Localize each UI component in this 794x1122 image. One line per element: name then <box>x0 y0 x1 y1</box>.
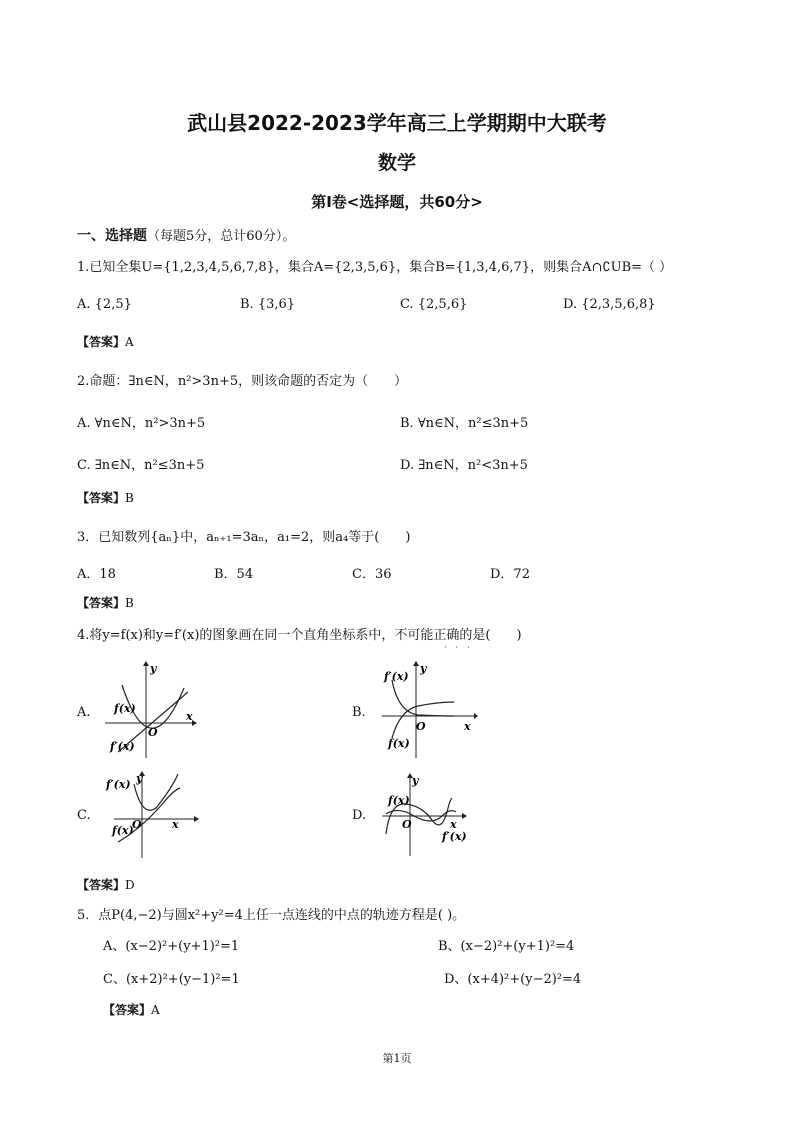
origin-label: O <box>132 818 142 831</box>
q5-option-d: D、(x+4)²+(y−2)²=4 <box>444 972 582 987</box>
origin-label: O <box>148 726 158 739</box>
axis-label-y: y <box>136 772 143 785</box>
origin-label: O <box>416 720 426 733</box>
axis-label-x: x <box>450 818 457 831</box>
question-4-stem: 4.将y=f(x)和y=f′(x)的图象画在同一个直角坐标系中，不可能正确的是( ) <box>77 628 522 643</box>
q4-option-c-label: C. <box>77 808 91 823</box>
graph-d <box>376 772 476 862</box>
curve-label-f: f(x) <box>112 824 134 837</box>
q4-option-a-label: A. <box>77 705 91 720</box>
q2-option-b: B. ∀n∈N，n²≤3n+5 <box>400 416 529 431</box>
axis-label-y: y <box>420 662 427 675</box>
emphasis-dots: ··· <box>444 643 479 652</box>
question-5-stem: 5．点P(4,−2)与圆x²+y²=4上任一点连线的中点的轨迹方程是( )。 <box>77 908 466 923</box>
axis-label-x: x <box>172 818 179 831</box>
axis-label-x: x <box>464 720 471 733</box>
curve-label-fprime: f′(x) <box>442 830 467 843</box>
question-3-stem: 3．已知数列{aₙ}中，aₙ₊₁=3aₙ，a₁=2，则a₄等于( ) <box>77 530 411 545</box>
q2-option-c: C. ∃n∈N，n²≤3n+5 <box>77 458 205 473</box>
axis-label-y: y <box>412 774 419 787</box>
q1-option-d: D. {2,3,5,6,8} <box>563 297 656 312</box>
q1-option-c: C. {2,5,6} <box>400 297 468 312</box>
q1-option-b: B. {3,6} <box>240 297 296 312</box>
curve-label-fprime: f′(x) <box>384 670 409 683</box>
q5-option-a: A、(x−2)²+(y+1)²=1 <box>103 939 240 954</box>
q3-option-a: A．18 <box>77 567 116 582</box>
graph-b <box>378 660 478 760</box>
q5-option-b: B、(x−2)²+(y+1)²=4 <box>438 939 575 954</box>
curve-label-f: f(x) <box>114 702 136 715</box>
q4-option-b-label: B. <box>352 705 366 720</box>
axis-label-y: y <box>150 662 157 675</box>
section-name: 一、选择题 <box>77 228 147 244</box>
curve-label-fprime: f′(x) <box>106 778 131 791</box>
section-note: （每题5分，总计60分）。 <box>147 229 296 244</box>
q1-answer: 【答案】A <box>77 335 134 349</box>
graph-c <box>104 770 204 860</box>
curve-label-fprime: f′(x) <box>110 740 135 753</box>
exam-title: 武山县2022-2023学年高三上学期期中大联考 <box>187 111 607 135</box>
origin-label: O <box>402 818 412 831</box>
section-heading <box>77 225 295 245</box>
q5-option-c: C、(x+2)²+(y−1)²=1 <box>103 972 240 987</box>
page-number: 第1页 <box>382 1052 412 1065</box>
graph-a <box>100 660 200 760</box>
q2-answer: 【答案】B <box>77 491 134 505</box>
curve-label-f: f(x) <box>388 737 410 750</box>
question-2-stem: 2.命题：∃n∈N，n²>3n+5，则该命题的否定为（ ） <box>77 374 408 389</box>
q3-option-d: D．72 <box>490 567 530 582</box>
subject-title: 数学 <box>377 152 416 174</box>
q2-option-d: D. ∃n∈N，n²<3n+5 <box>400 458 528 473</box>
axis-label-x: x <box>186 710 193 723</box>
volume-title: 第Ⅰ卷<选择题，共60分> <box>311 193 483 211</box>
q5-answer: 【答案】A <box>103 1003 160 1017</box>
q4-option-d-label: D. <box>352 808 367 823</box>
q1-option-a: A. {2,5} <box>77 297 132 312</box>
q2-option-a: A. ∀n∈N，n²>3n+5 <box>77 416 206 431</box>
q3-option-c: C．36 <box>352 567 392 582</box>
q3-option-b: B．54 <box>214 567 254 582</box>
question-1-stem: 1.已知全集U={1,2,3,4,5,6,7,8}，集合A={2,3,5,6}，集合B={1,3,4,6,7}，则集合A∩∁UB=（ ） <box>77 260 673 275</box>
curve-label-f: f(x) <box>388 794 410 807</box>
q4-answer: 【答案】D <box>77 878 135 892</box>
q3-answer: 【答案】B <box>77 596 134 610</box>
